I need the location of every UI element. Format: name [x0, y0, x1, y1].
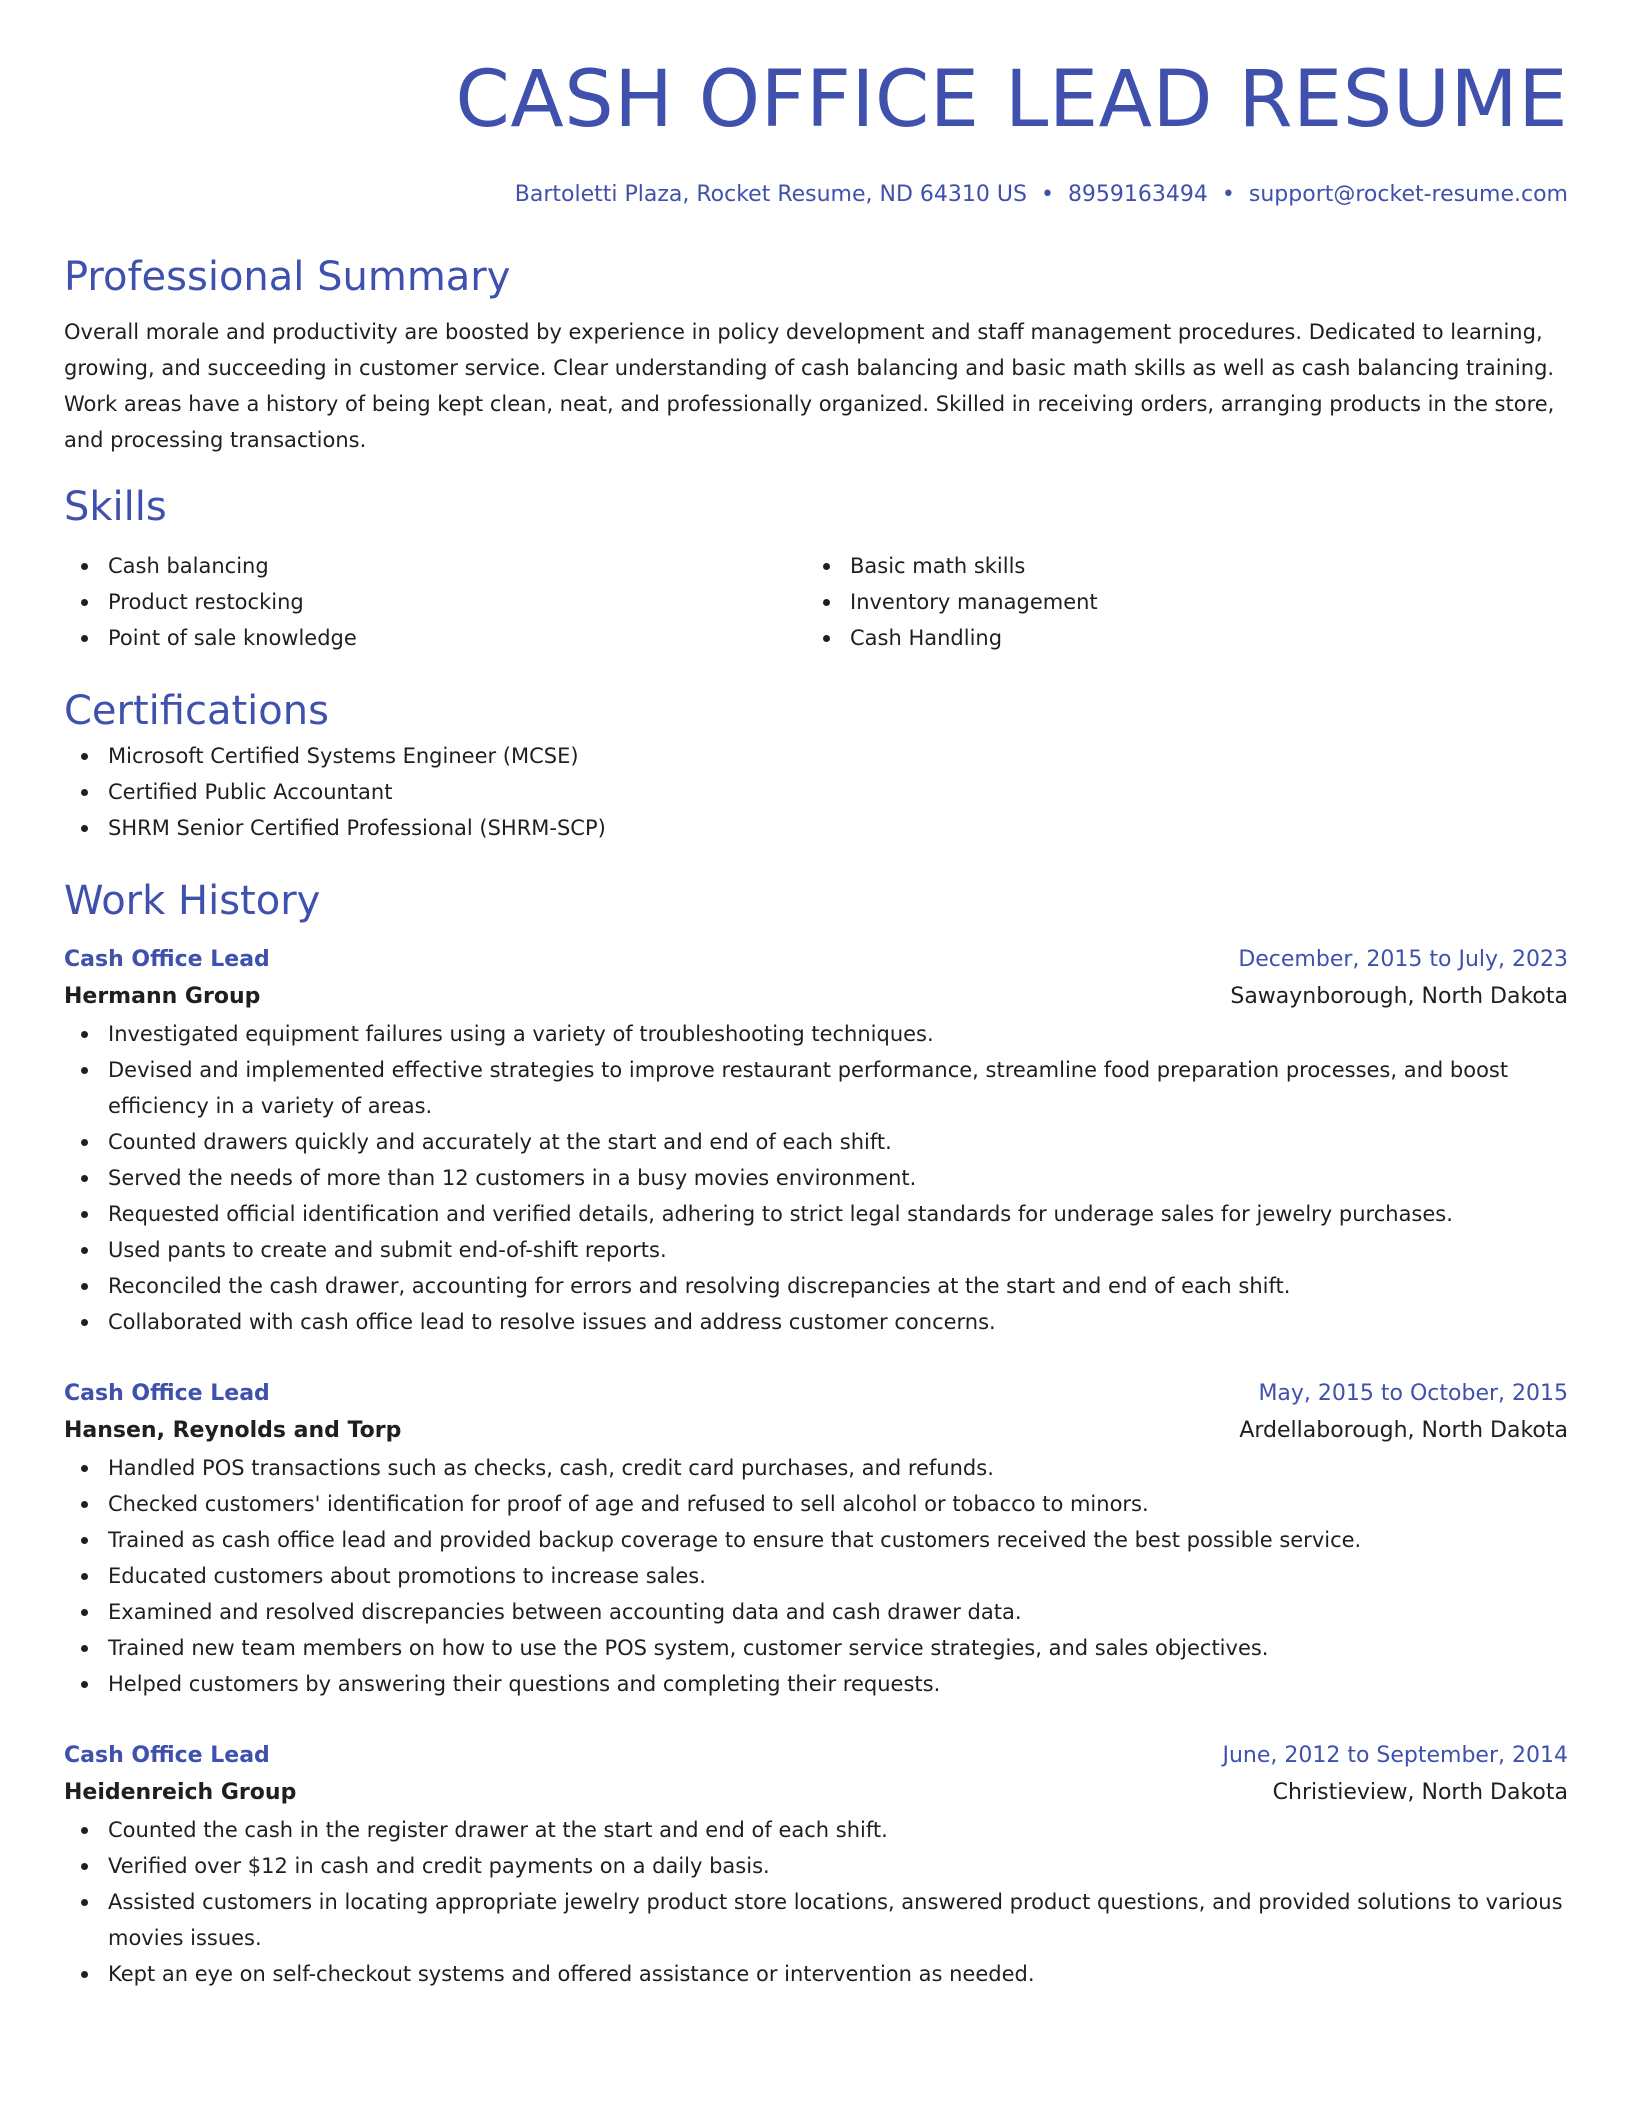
job-duties-list	[64, 1450, 1568, 1702]
job-dates: December, 2015 to July, 2023	[1238, 947, 1568, 972]
job-header-row	[64, 1376, 1568, 1412]
job-company-row	[64, 978, 1568, 1016]
skills-heading: Skills	[64, 484, 167, 530]
job-duty-item: Helped customers by answering their questions and completing their requests.	[64, 1666, 1568, 1702]
job-duty-item: Educated customers about promotions to increase sales.	[64, 1558, 1568, 1594]
job-entry	[64, 1738, 1568, 1992]
job-title: Cash Office Lead	[64, 1381, 270, 1406]
job-header-row	[64, 942, 1568, 978]
job-duty-item: Requested official identification and verified details, adhering to strict legal standards for underage sales for jewelry purchases.	[64, 1196, 1568, 1232]
job-duty-item: Trained as cash office lead and provided backup coverage to ensure that customers received the best possible service.	[64, 1522, 1568, 1558]
skill-item: Cash Handling	[806, 620, 1548, 656]
job-duty-item: Handled POS transactions such as checks, cash, credit card purchases, and refunds.	[64, 1450, 1568, 1486]
skill-item: Inventory management	[806, 584, 1548, 620]
job-company: Hermann Group	[64, 984, 261, 1009]
skill-item: Product restocking	[64, 584, 806, 620]
skills-list-left	[64, 548, 806, 656]
job-duty-item: Counted the cash in the register drawer at the start and end of each shift.	[64, 1812, 1568, 1848]
job-company-row	[64, 1412, 1568, 1450]
job-duty-item: Trained new team members on how to use the POS system, customer service strategies, and sales objectives.	[64, 1630, 1568, 1666]
job-entry	[64, 942, 1568, 1340]
job-location: Sawaynborough, North Dakota	[1230, 984, 1568, 1009]
job-duty-item: Reconciled the cash drawer, accounting for errors and resolving discrepancies at the start and end of each shift.	[64, 1268, 1568, 1304]
contact-separator: •	[1040, 182, 1054, 207]
job-duty-item: Assisted customers in locating appropriate jewelry product store locations, answered product questions, and provided solutions to various movies issues.	[64, 1884, 1568, 1956]
job-dates: June, 2012 to September, 2014	[1222, 1743, 1568, 1768]
skills-column-left	[64, 548, 806, 656]
job-duty-item: Investigated equipment failures using a variety of troubleshooting techniques.	[64, 1016, 1568, 1052]
skill-item: Basic math skills	[806, 548, 1548, 584]
job-location: Ardellaborough, North Dakota	[1239, 1418, 1568, 1443]
certifications-list	[64, 738, 1568, 846]
job-duty-item: Used pants to create and submit end-of-shift reports.	[64, 1232, 1568, 1268]
contact-separator: •	[1221, 182, 1235, 207]
job-company: Hansen, Reynolds and Torp	[64, 1418, 402, 1443]
job-company: Heidenreich Group	[64, 1780, 297, 1805]
skills-grid	[64, 548, 1568, 656]
job-title: Cash Office Lead	[64, 947, 270, 972]
contact-address: Bartoletti Plaza, Rocket Resume, ND 64310 US	[514, 182, 1027, 207]
job-header-row	[64, 1738, 1568, 1774]
skills-column-right	[806, 548, 1548, 656]
job-title: Cash Office Lead	[64, 1743, 270, 1768]
certification-item: Microsoft Certified Systems Engineer (MCSE)	[64, 738, 1568, 774]
certifications-heading: Certifications	[64, 688, 329, 734]
job-location: Christieview, North Dakota	[1272, 1780, 1568, 1805]
skills-list-right	[806, 548, 1548, 656]
job-duties-list	[64, 1812, 1568, 1992]
job-duty-item: Served the needs of more than 12 customers in a busy movies environment.	[64, 1160, 1568, 1196]
job-duty-item: Devised and implemented effective strategies to improve restaurant performance, streamline food preparation processes, and boost efficiency in a variety of areas.	[64, 1052, 1568, 1124]
job-duty-item: Collaborated with cash office lead to resolve issues and address customer concerns.	[64, 1304, 1568, 1340]
certification-item: SHRM Senior Certified Professional (SHRM-SCP)	[64, 810, 1568, 846]
job-duty-item: Checked customers' identification for proof of age and refused to sell alcohol or tobacco to minors.	[64, 1486, 1568, 1522]
job-duties-list	[64, 1016, 1568, 1340]
job-duty-item: Verified over $12 in cash and credit payments on a daily basis.	[64, 1848, 1568, 1884]
work-history-heading: Work History	[64, 878, 321, 924]
summary-heading: Professional Summary	[64, 254, 511, 300]
contact-email: support@rocket-resume.com	[1248, 182, 1568, 207]
summary-text: Overall morale and productivity are boosted by experience in policy development and staff management procedures. Dedicated to learning, growing, and succeeding in customer service. Clear understanding of cash balancing and basic math skills as well as cash balancing training. Work areas have a history of being kept clean, neat, and professionally organized. Skilled in receiving orders, arranging products in the store, and processing transactions.	[64, 320, 1555, 452]
job-duty-item: Kept an eye on self-checkout systems and offered assistance or intervention as needed.	[64, 1956, 1568, 1992]
contact-line	[64, 180, 1568, 210]
contact-phone: 8959163494	[1067, 182, 1208, 207]
resume-title: CASH OFFICE LEAD RESUME	[455, 55, 1568, 145]
job-duty-item: Counted drawers quickly and accurately at the start and end of each shift.	[64, 1124, 1568, 1160]
skill-item: Cash balancing	[64, 548, 806, 584]
job-duty-item: Examined and resolved discrepancies between accounting data and cash drawer data.	[64, 1594, 1568, 1630]
job-dates: May, 2015 to October, 2015	[1258, 1381, 1568, 1406]
skill-item: Point of sale knowledge	[64, 620, 806, 656]
job-entry	[64, 1376, 1568, 1702]
certification-item: Certified Public Accountant	[64, 774, 1568, 810]
job-company-row	[64, 1774, 1568, 1812]
